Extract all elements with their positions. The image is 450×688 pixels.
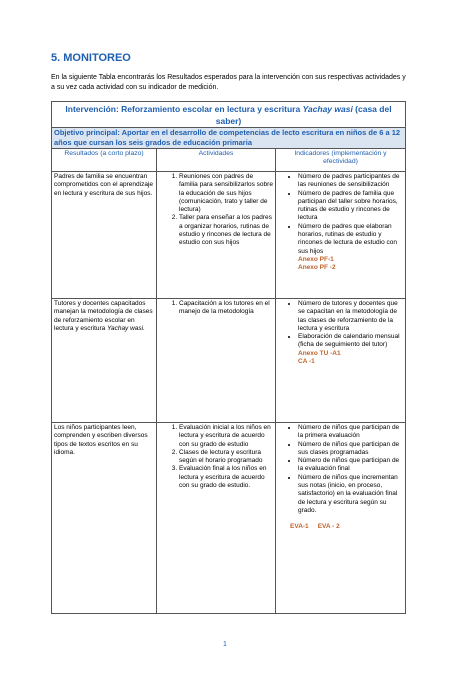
- indicator-item: • Número de niños que participan de la evaluación final: [298, 457, 403, 474]
- annex-label: EVA-1 EVA - 2: [290, 523, 340, 531]
- table-objective: Objetivo principal: Aportar en el desarrollo de competencias de lecto escritura en niños de 6 a 12 años que cursan los seis grados de educación primaria: [52, 128, 405, 149]
- monitoring-table: [51, 101, 406, 614]
- indicator-item: • Número de tutores y docentes que se capacitan en la metodología de las clases de reforzamiento de la lectura y escritura: [298, 300, 403, 333]
- table-row: [52, 172, 405, 299]
- indicators-cell: [276, 172, 405, 298]
- table-title-suffix: (casa del saber): [215, 104, 392, 126]
- activity-item: 3. Evaluación final a los niños en lectura y escritura de acuerdo con su grado de estudio.: [179, 465, 273, 490]
- indicator-item: • Número de niños que incrementan sus notas (inicio, en proceso, satisfactorio) en la evaluación final de lectura y escritura según su grado.: [298, 474, 403, 515]
- table-title-prefix: Intervención: Reforzamiento escolar en lectura y escritura: [65, 104, 303, 114]
- activity-item: 1. Reuniones con padres de familia para sensibilizarlos sobre la educación de sus hijos (comunicación, trato y taller de lectura): [179, 173, 273, 214]
- table-title-italic: Yachay wasi: [302, 104, 353, 114]
- table-title: [52, 102, 405, 128]
- indicator-item: • Número de padres que elaboran horarios, rutinas de estudio y rincones de lectura de estudio con sus hijos: [298, 223, 403, 256]
- activity-item: 2. Clases de lectura y escritura según el horario programado: [179, 449, 273, 466]
- result-italic: Yachay wasi.: [107, 324, 145, 332]
- result-cell: Padres de familia se encuentran comprometidos con el aprendizaje en lectura y escritura de sus hijos.: [52, 172, 157, 298]
- result-cell: [52, 299, 157, 422]
- result-cell: Los niños participantes leen, comprenden y escriben diversos tipos de textos escritos en su idioma.: [52, 423, 157, 613]
- indicators-cell: [276, 299, 405, 422]
- section-heading: 5. MONITOREO: [51, 52, 131, 64]
- activity-item: 1. Evaluación inicial a los niños en lectura y escritura de acuerdo con su grado de estudio: [179, 424, 273, 449]
- indicator-item: • Número de padres de familia que participan del taller sobre horarios, rutinas de estudio y rincones de lectura: [298, 190, 403, 223]
- activities-cell: [157, 172, 276, 298]
- activity-item: 1. Capacitación a los tutores en el manejo de la metodología: [179, 300, 273, 317]
- table-row: [52, 423, 405, 613]
- table-row: [52, 299, 405, 423]
- annex-label: Anexo PF-1: [298, 255, 334, 263]
- indicator-item: • Número de niños que participan de la primera evaluación: [298, 424, 403, 441]
- annex-label: CA -1: [298, 358, 315, 366]
- annex-label: Anexo PF -2: [298, 264, 336, 272]
- activity-item: 2. Taller para enseñar a los padres a organizar horarios, rutinas de estudio y rincones de lectura de estudio con sus hijos: [179, 214, 273, 247]
- activities-cell: [157, 299, 276, 422]
- header-activities: Actividades: [157, 149, 276, 171]
- table-header-row: [52, 149, 405, 172]
- result-text: Tutores y docentes capacitados manejan la metodología de clases de reforzamiento escolar en lectura y escritura: [54, 300, 153, 332]
- indicator-item: • Número de niños que participan de sus clases programadas: [298, 441, 403, 458]
- page-number: 1: [223, 641, 227, 648]
- activities-cell: [157, 423, 276, 613]
- indicators-cell: [276, 423, 405, 613]
- annex-label: Anexo TU -A1: [298, 349, 341, 357]
- header-indicators: Indicadores (implementación y efectividad): [294, 150, 387, 165]
- indicator-item: • Número de padres participantes de las reuniones de sensibilización: [298, 173, 403, 190]
- indicator-item: • Elaboración de calendario mensual (ficha de seguimiento del tutor): [298, 333, 403, 350]
- intro-paragraph: En la siguiente Tabla encontrarás los Resultados esperados para la intervención con sus respectivas actividades y a su vez cada actividad con su indicador de medición.: [51, 74, 406, 91]
- header-results: Resultados (a corto plazo): [52, 149, 157, 171]
